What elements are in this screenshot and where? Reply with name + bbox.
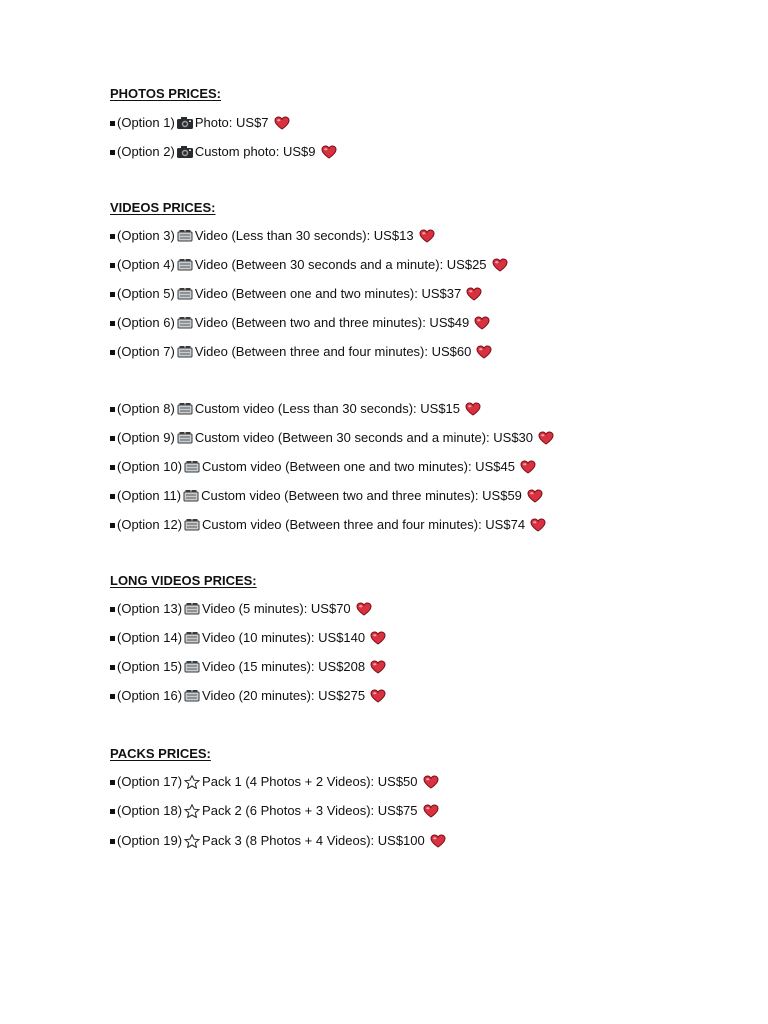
bullet-icon [110, 234, 115, 239]
heart-icon [530, 518, 546, 532]
bullet-icon [110, 694, 115, 699]
bullet-icon [110, 407, 115, 412]
price-item-option-16 [110, 687, 386, 705]
section-heading-photos: PHOTOS PRICES: [110, 86, 222, 101]
bullet-icon [110, 121, 115, 126]
video-camera-icon [183, 689, 201, 703]
bullet-icon [110, 150, 115, 155]
bullet-icon [110, 321, 115, 326]
price-item-option-4 [110, 256, 508, 274]
bullet-icon [110, 292, 115, 297]
heart-icon [492, 258, 508, 272]
price-item-option-3 [110, 227, 435, 245]
option-label: (Option 10) [117, 459, 183, 474]
heart-icon [423, 775, 439, 789]
video-camera-icon [176, 258, 194, 272]
bullet-icon [110, 809, 115, 814]
video-camera-icon [176, 287, 194, 301]
price-item-option-1 [110, 114, 290, 132]
section-heading-long-videos: LONG VIDEOS PRICES: [110, 573, 257, 588]
star-icon [183, 804, 201, 818]
video-camera-icon [183, 518, 201, 532]
bullet-icon [110, 494, 115, 499]
heart-icon [356, 602, 372, 616]
option-label: (Option 9) [117, 430, 175, 445]
video-camera-icon [176, 316, 194, 330]
option-label: (Option 4) [117, 257, 175, 272]
option-label: (Option 13) [117, 601, 183, 616]
bullet-icon [110, 263, 115, 268]
bullet-icon [110, 839, 115, 844]
option-label: (Option 19) [117, 833, 183, 848]
option-label: (Option 8) [117, 401, 175, 416]
price-item-option-14 [110, 629, 386, 647]
heart-icon [423, 804, 439, 818]
item-text: Custom video (Between two and three minutes): US$59 [201, 488, 522, 503]
option-label: (Option 6) [117, 315, 175, 330]
heart-icon [476, 345, 492, 359]
bullet-icon [110, 465, 115, 470]
price-item-option-19 [110, 832, 446, 850]
price-item-option-15 [110, 658, 386, 676]
item-text: Video (Between 30 seconds and a minute): US$25 [194, 257, 487, 272]
price-item-option-5 [110, 285, 482, 303]
item-text: Video (20 minutes): US$275 [202, 688, 366, 703]
price-item-option-12 [110, 516, 546, 534]
option-label: (Option 3) [117, 228, 175, 243]
item-text: Pack 3 (8 Photos + 4 Videos): US$100 [202, 833, 425, 848]
item-text: Custom video (Less than 30 seconds): US$15 [194, 401, 461, 416]
item-text: Pack 1 (4 Photos + 2 Videos): US$50 [202, 774, 418, 789]
option-label: (Option 11) [117, 488, 182, 503]
item-text: Custom video (Between one and two minutes): US$45 [202, 459, 515, 474]
section-heading-packs: PACKS PRICES: [110, 746, 211, 761]
video-camera-icon [182, 489, 200, 503]
bullet-icon [110, 636, 115, 641]
item-text: Video (15 minutes): US$208 [202, 659, 366, 674]
video-camera-icon [176, 402, 194, 416]
option-label: (Option 2) [117, 144, 175, 159]
price-item-option-11 [110, 487, 543, 505]
option-label: (Option 1) [117, 115, 175, 130]
heart-icon [520, 460, 536, 474]
bullet-icon [110, 523, 115, 528]
item-text: Photo: US$7 [194, 115, 269, 130]
option-label: (Option 16) [117, 688, 183, 703]
star-icon [183, 775, 201, 789]
heart-icon [474, 316, 490, 330]
video-camera-icon [183, 631, 201, 645]
video-camera-icon [183, 602, 201, 616]
item-text: Video (Between three and four minutes): US$60 [194, 344, 472, 359]
option-label: (Option 12) [117, 517, 183, 532]
video-camera-icon [176, 229, 194, 243]
item-text: Custom photo: US$9 [194, 144, 316, 159]
camera-icon [176, 116, 194, 130]
item-text: Video (10 minutes): US$140 [202, 630, 366, 645]
video-camera-icon [183, 660, 201, 674]
price-item-option-10 [110, 458, 536, 476]
price-item-option-2 [110, 143, 337, 161]
item-text: Video (Between one and two minutes): US$37 [194, 286, 462, 301]
bullet-icon [110, 780, 115, 785]
heart-icon [370, 660, 386, 674]
video-camera-icon [183, 460, 201, 474]
item-text: Video (5 minutes): US$70 [202, 601, 351, 616]
option-label: (Option 5) [117, 286, 175, 301]
price-item-option-8 [110, 400, 481, 418]
video-camera-icon [176, 345, 194, 359]
price-item-option-17 [110, 773, 439, 791]
heart-icon [274, 116, 290, 130]
price-item-option-18 [110, 802, 439, 820]
star-icon [183, 834, 201, 848]
option-label: (Option 17) [117, 774, 183, 789]
section-heading-videos: VIDEOS PRICES: [110, 200, 216, 215]
video-camera-icon [176, 431, 194, 445]
item-text: Video (Less than 30 seconds): US$13 [194, 228, 414, 243]
option-label: (Option 7) [117, 344, 175, 359]
option-label: (Option 14) [117, 630, 183, 645]
heart-icon [527, 489, 543, 503]
option-label: (Option 15) [117, 659, 183, 674]
heart-icon [370, 631, 386, 645]
bullet-icon [110, 607, 115, 612]
item-text: Custom video (Between 30 seconds and a minute): US$30 [194, 430, 534, 445]
bullet-icon [110, 350, 115, 355]
heart-icon [321, 145, 337, 159]
item-text: Video (Between two and three minutes): US$49 [194, 315, 470, 330]
bullet-icon [110, 665, 115, 670]
camera-icon [176, 145, 194, 159]
item-text: Custom video (Between three and four minutes): US$74 [202, 517, 526, 532]
heart-icon [466, 287, 482, 301]
option-label: (Option 18) [117, 803, 183, 818]
heart-icon [419, 229, 435, 243]
heart-icon [430, 834, 446, 848]
heart-icon [370, 689, 386, 703]
heart-icon [538, 431, 554, 445]
bullet-icon [110, 436, 115, 441]
heart-icon [465, 402, 481, 416]
price-item-option-7 [110, 343, 492, 361]
price-item-option-13 [110, 600, 372, 618]
price-item-option-6 [110, 314, 490, 332]
price-item-option-9 [110, 429, 554, 447]
item-text: Pack 2 (6 Photos + 3 Videos): US$75 [202, 803, 418, 818]
